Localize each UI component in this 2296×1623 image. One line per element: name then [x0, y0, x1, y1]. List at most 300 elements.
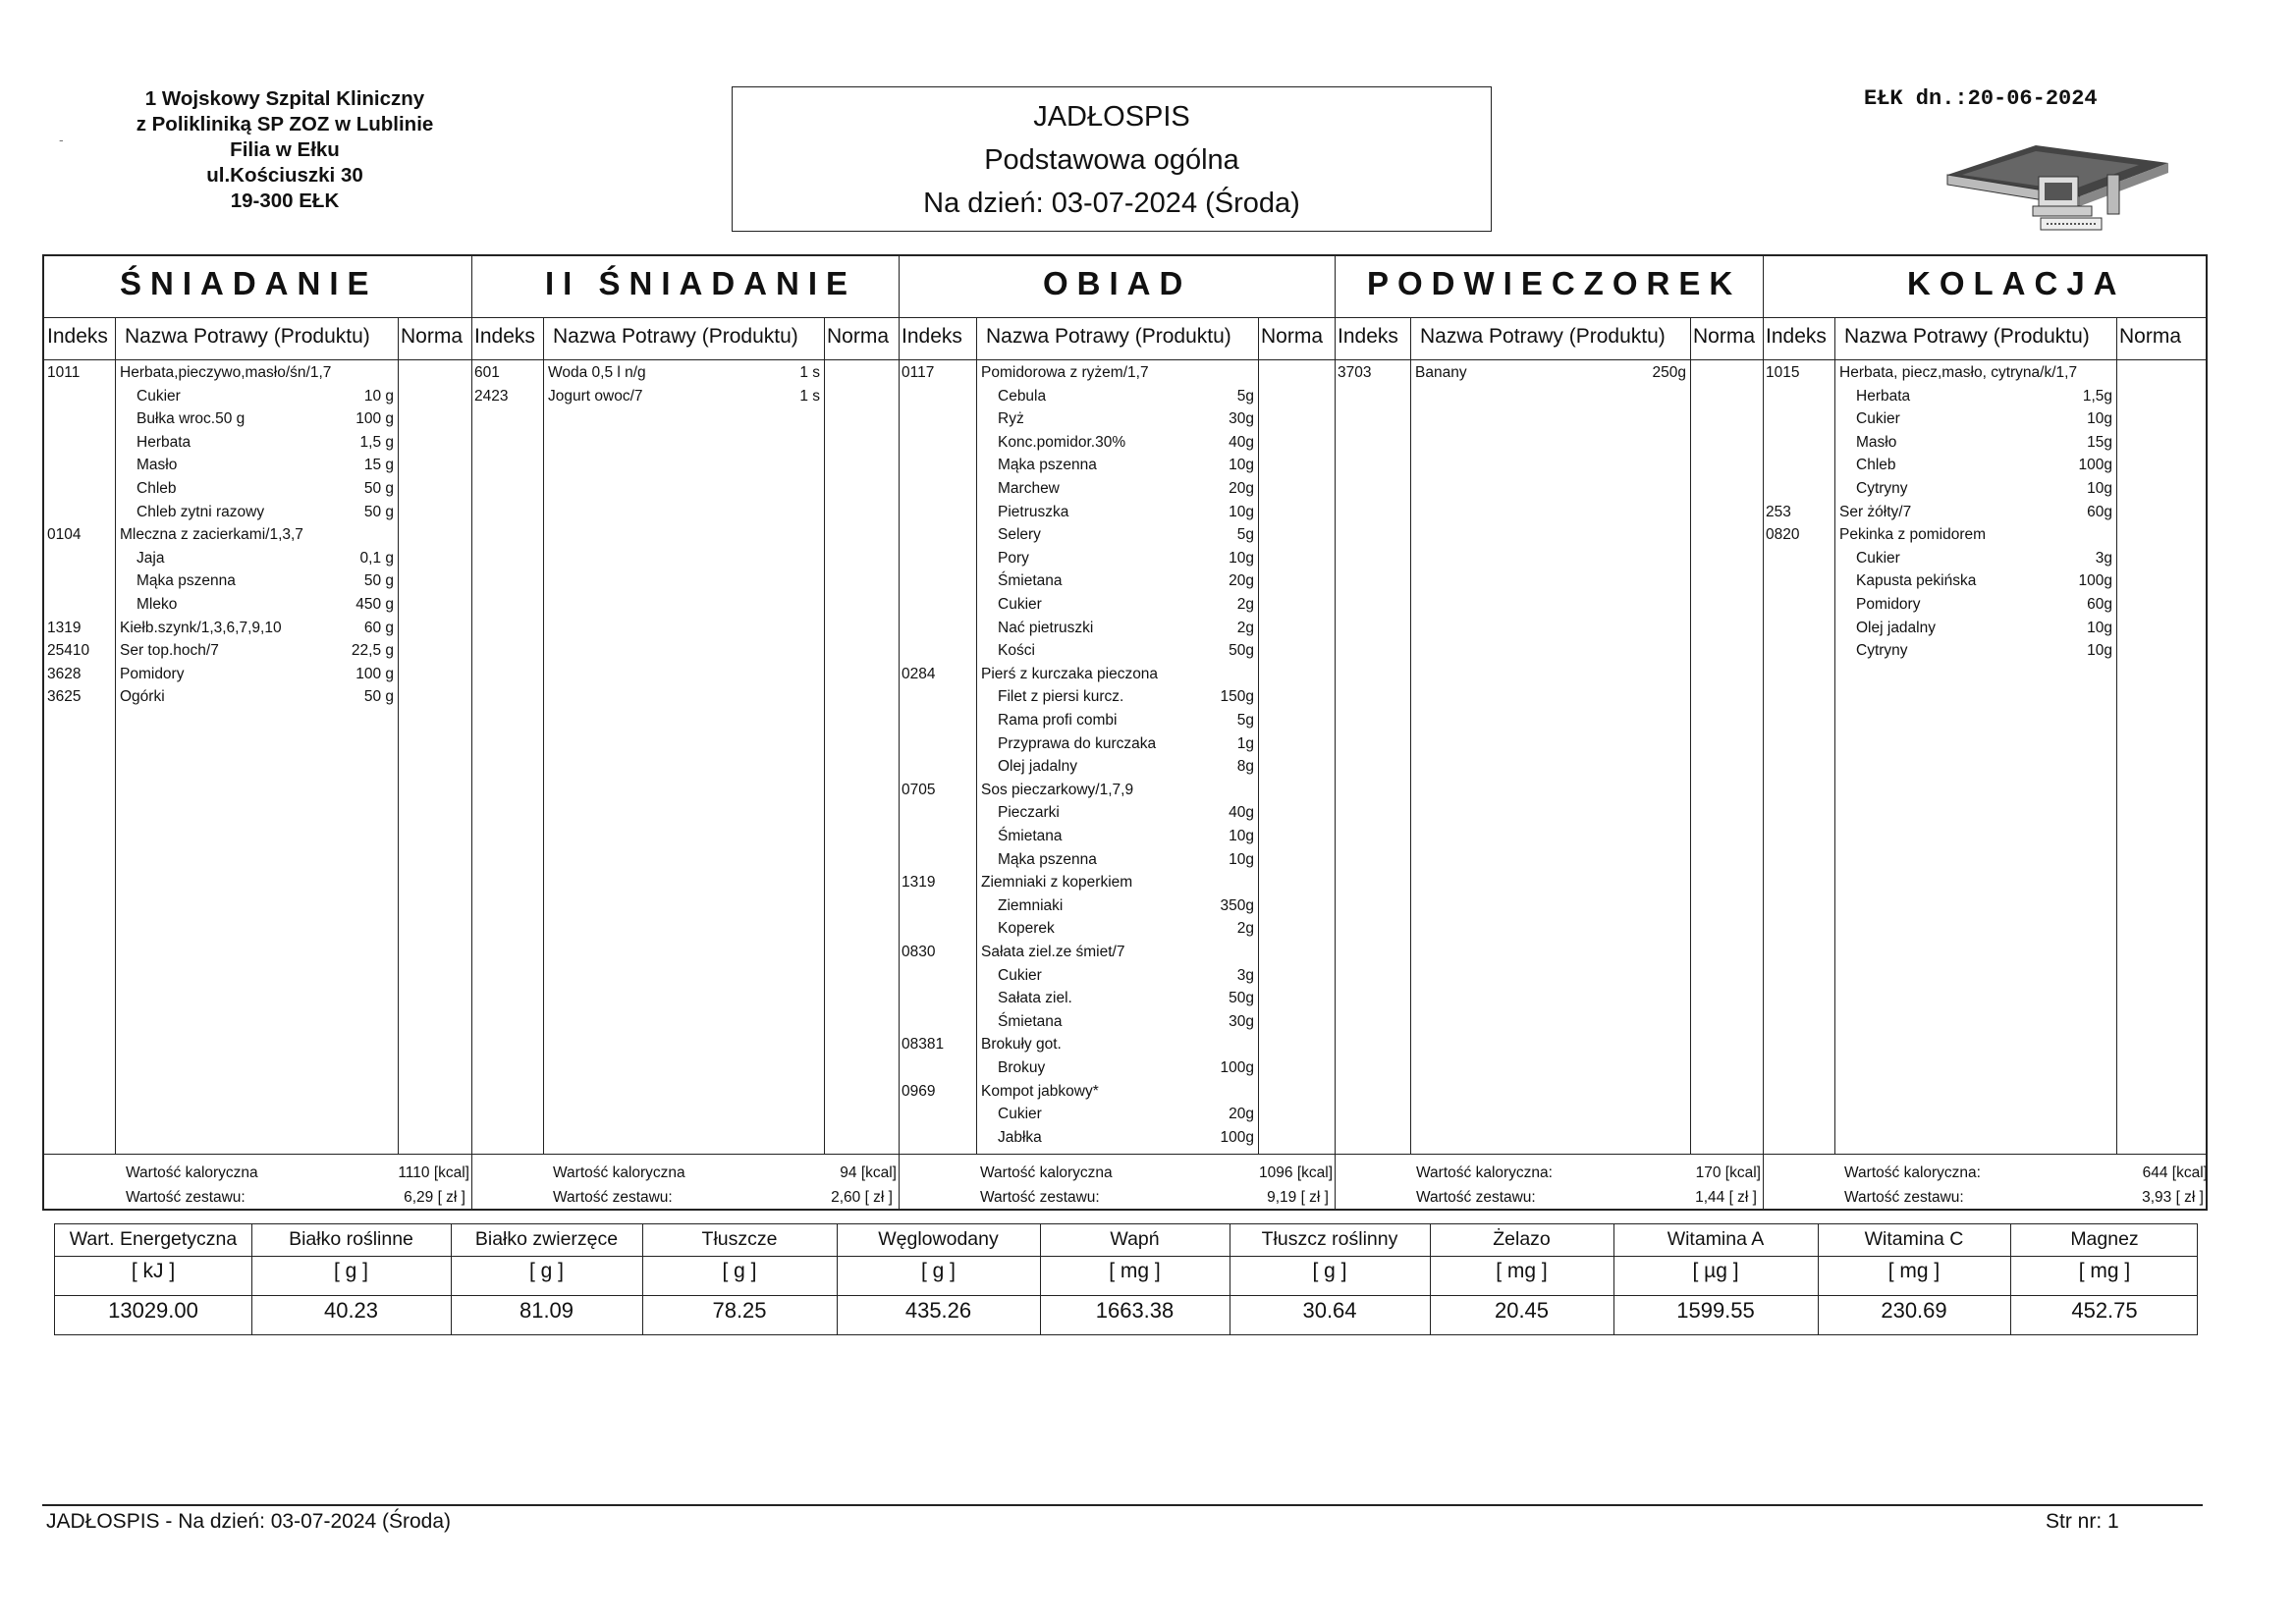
item-name: Selery: [998, 526, 1041, 544]
item-norm: 40g: [1229, 804, 1254, 822]
item-norm: 5g: [1236, 526, 1254, 544]
item-name: Sos pieczarkowy/1,7,9: [981, 781, 1134, 798]
item-name: Śmietana: [998, 828, 1063, 844]
item-name: Mąka pszenna: [137, 572, 236, 590]
menu-item-row: [899, 666, 1335, 689]
item-name: Brokuy: [998, 1059, 1046, 1076]
menu-item-row: [899, 526, 1335, 550]
set-cost-value: 9,19 [ zł ]: [1267, 1189, 1329, 1206]
grid-line: [1690, 317, 1691, 1154]
item-name: Herbata: [1856, 387, 1911, 405]
menu-item-row: [899, 944, 1335, 967]
column-header-index: Indeks: [474, 325, 535, 348]
menu-item-row: [899, 758, 1335, 782]
item-norm: 10g: [2087, 410, 2112, 428]
grid-line: [1335, 256, 1336, 1211]
item-name: Olej jadalny: [998, 758, 1077, 776]
nutrient-name: Tłuszcze: [701, 1228, 778, 1250]
column-header-name: Nazwa Potrawy (Produktu): [1420, 325, 1666, 348]
nutrient-name: Białko roślinne: [289, 1228, 413, 1250]
nutrient-column: [1040, 1224, 1230, 1334]
column-header-name: Nazwa Potrawy (Produktu): [986, 325, 1231, 348]
menu-item-row: [44, 620, 471, 643]
item-norm: 2g: [1236, 619, 1254, 636]
item-norm: 1g: [1236, 734, 1254, 752]
item-norm: 10g: [1229, 549, 1254, 567]
menu-item-row: [44, 596, 471, 620]
item-norm: 22,5 g: [351, 642, 394, 660]
item-index: 3703: [1338, 364, 1372, 381]
menu-item-row: [44, 434, 471, 458]
nutrient-value: 230.69: [1881, 1298, 1947, 1323]
item-norm: 50 g: [363, 480, 394, 497]
item-name: Jaja: [137, 549, 165, 567]
menu-item-row: [44, 572, 471, 596]
nutrient-value: 1599.55: [1676, 1298, 1755, 1323]
menu-item-row: [1763, 596, 2210, 620]
footer-left-text: JADŁOSPIS - Na dzień: 03-07-2024 (Środa): [46, 1510, 452, 1533]
nutrient-name: Białko zwierzęce: [474, 1228, 619, 1250]
item-index: 0705: [902, 781, 936, 798]
item-name: Pomidory: [1856, 596, 1921, 613]
nutrient-name: Witamina C: [1864, 1228, 1964, 1250]
menu-item-row: [899, 804, 1335, 828]
menu-item-row: [1763, 457, 2210, 480]
item-index: 0104: [47, 526, 82, 544]
meal-title: KOLACJA: [1907, 265, 2126, 301]
menu-item-row: [899, 642, 1335, 666]
grid-line: [44, 359, 2206, 360]
menu-item-row: [1763, 526, 2210, 550]
item-name: Koperek: [998, 920, 1055, 938]
item-name: Cukier: [137, 387, 181, 405]
menu-item-row: [899, 782, 1335, 805]
item-norm: 10 g: [363, 387, 394, 405]
item-name: Jogurt owoc/7: [548, 387, 643, 405]
item-norm: 100g: [1220, 1059, 1254, 1076]
grid-line: [1410, 317, 1411, 1154]
menu-item-row: [899, 1106, 1335, 1129]
set-cost-label: Wartość zestawu:: [1416, 1189, 1536, 1206]
menu-item-row: [1763, 504, 2210, 527]
item-name: Banany: [1415, 364, 1467, 381]
menu-item-row: [1763, 620, 2210, 643]
page-number: Str nr: 1: [2046, 1510, 2119, 1533]
item-index: 1319: [47, 619, 82, 636]
item-name: Pomidorowa z ryżem/1,7: [981, 364, 1149, 381]
menu-item-row: [44, 526, 471, 550]
menu-item-row: [471, 364, 899, 388]
calorie-label: Wartość kaloryczna: [980, 1164, 1113, 1181]
menu-item-row: [44, 364, 471, 388]
column-header-norm: Norma: [1261, 325, 1324, 348]
set-cost-value: 3,93 [ zł ]: [2142, 1189, 2204, 1206]
menu-item-row: [1763, 642, 2210, 666]
nutrient-column: [451, 1224, 642, 1334]
item-norm: 50 g: [363, 572, 394, 590]
nutrient-unit: [ mg ]: [1496, 1260, 1548, 1282]
nutrient-name: Tłuszcz roślinny: [1261, 1228, 1398, 1250]
item-index: 3628: [47, 665, 82, 682]
item-index: 0117: [902, 364, 935, 381]
menu-item-row: [899, 410, 1335, 434]
item-name: Ziemniaki z koperkiem: [981, 874, 1133, 892]
item-name: Kiełb.szynk/1,3,6,7,9,10: [120, 619, 282, 636]
item-norm: 10g: [2087, 642, 2112, 660]
column-header-index: Indeks: [1766, 325, 1827, 348]
item-norm: 8g: [1236, 758, 1254, 776]
nutrient-value: 20.45: [1494, 1298, 1550, 1323]
column-header-name: Nazwa Potrawy (Produktu): [553, 325, 798, 348]
item-norm: 5g: [1236, 387, 1254, 405]
menu-item-row: [899, 1129, 1335, 1153]
column-header-name: Nazwa Potrawy (Produktu): [1844, 325, 2090, 348]
item-norm: 0,1 g: [359, 549, 394, 567]
menu-item-row: [44, 410, 471, 434]
menu-table: [42, 254, 2208, 1211]
item-norm: 15 g: [363, 457, 394, 474]
item-index: 0284: [902, 665, 936, 682]
nutrient-unit: [ g ]: [333, 1260, 369, 1282]
item-name: Brokuły got.: [981, 1036, 1062, 1054]
menu-item-row: [899, 897, 1335, 921]
item-name: Chleb: [137, 480, 177, 497]
item-name: Jabłka: [998, 1128, 1042, 1146]
item-name: Śmietana: [998, 1012, 1063, 1030]
item-name: Woda 0,5 l n/g: [548, 364, 646, 381]
nutrient-column: [55, 1224, 251, 1334]
menu-date: Na dzień: 03-07-2024 (Środa): [923, 188, 1300, 219]
item-norm: 250g: [1652, 364, 1686, 381]
menu-item-row: [899, 1036, 1335, 1059]
item-norm: 1,5 g: [359, 433, 394, 451]
page-title: JADŁOSPIS: [1033, 101, 1190, 133]
nutrient-name: Węglowodany: [878, 1228, 999, 1250]
item-norm: 10g: [2087, 619, 2112, 636]
item-norm: 1 s: [799, 387, 820, 405]
item-name: Nać pietruszki: [998, 619, 1094, 636]
nutrient-column: [1430, 1224, 1613, 1334]
column-header-name: Nazwa Potrawy (Produktu): [125, 325, 370, 348]
item-name: Cytryny: [1856, 642, 1908, 660]
menu-item-row: [899, 874, 1335, 897]
column-header-norm: Norma: [401, 325, 464, 348]
item-name: Masło: [1856, 433, 1897, 451]
menu-item-row: [899, 620, 1335, 643]
item-index: 253: [1766, 503, 1791, 520]
item-name: Cukier: [1856, 410, 1900, 428]
grid-line: [44, 317, 2206, 318]
item-norm: 350g: [1220, 896, 1254, 914]
nutrient-name: Wart. Energetyczna: [69, 1228, 238, 1250]
meal-title: II ŚNIADANIE: [545, 265, 857, 301]
nutrient-unit: [ µg ]: [1692, 1260, 1739, 1282]
item-name: Konc.pomidor.30%: [998, 433, 1126, 451]
item-norm: 50g: [1229, 642, 1254, 660]
item-name: Masło: [137, 457, 178, 474]
item-index: 2423: [474, 387, 509, 405]
page-subtitle: Podstawowa ogólna: [984, 144, 1239, 176]
nutrient-unit: [ mg ]: [2078, 1260, 2131, 1282]
hospital-address: [98, 86, 471, 214]
menu-item-row: [1763, 388, 2210, 411]
item-norm: 60g: [2087, 596, 2112, 613]
menu-item-row: [44, 480, 471, 504]
column-header-norm: Norma: [827, 325, 890, 348]
set-cost-label: Wartość zestawu:: [980, 1189, 1100, 1206]
nutrient-unit: [ kJ ]: [131, 1260, 176, 1282]
column-header-norm: Norma: [2119, 325, 2182, 348]
calorie-label: Wartość kaloryczna:: [1416, 1164, 1553, 1181]
footer-divider: [42, 1504, 2203, 1506]
item-norm: 40g: [1229, 433, 1254, 451]
item-norm: 50 g: [363, 503, 394, 520]
nutrient-column: [2010, 1224, 2199, 1334]
nutrient-unit: [ g ]: [920, 1260, 957, 1282]
nutrient-value: 435.26: [904, 1298, 972, 1323]
item-name: Olej jadalny: [1856, 619, 1936, 636]
item-norm: 20g: [1229, 480, 1254, 497]
menu-item-row: [899, 1013, 1335, 1037]
menu-item-row: [899, 828, 1335, 851]
item-name: Pomidory: [120, 665, 185, 682]
item-name: Cukier: [998, 966, 1042, 984]
item-name: Cukier: [1856, 549, 1900, 567]
item-norm: 30g: [1229, 1012, 1254, 1030]
nutrient-value: 81.09: [519, 1298, 574, 1323]
nutrient-name: Magnez: [2070, 1228, 2139, 1250]
item-norm: 10g: [1229, 828, 1254, 844]
item-name: Marchew: [998, 480, 1060, 497]
calorie-label: Wartość kaloryczna:: [1844, 1164, 1981, 1181]
item-norm: 1 s: [799, 364, 820, 381]
nutrition-table: [54, 1223, 2198, 1335]
item-norm: 1,5g: [2082, 387, 2112, 405]
item-norm: 100 g: [355, 410, 394, 428]
item-index: 25410: [47, 642, 90, 660]
column-header-norm: Norma: [1693, 325, 1756, 348]
item-name: Mleczna z zacierkami/1,3,7: [120, 526, 303, 544]
hospital-line-5: 19-300 EŁK: [230, 189, 340, 212]
item-norm: 30g: [1229, 410, 1254, 428]
menu-item-row: [1763, 410, 2210, 434]
margin-mark: -: [59, 132, 64, 147]
item-name: Filet z piersi kurcz.: [998, 688, 1124, 706]
menu-item-row: [44, 666, 471, 689]
set-cost-value: 2,60 [ zł ]: [831, 1189, 893, 1206]
set-cost-label: Wartość zestawu:: [1844, 1189, 1964, 1206]
menu-item-row: [1763, 572, 2210, 596]
item-norm: 60g: [2087, 503, 2112, 520]
calorie-value: 170 [kcal]: [1695, 1164, 1761, 1181]
item-name: Cebula: [998, 387, 1047, 405]
menu-item-row: [899, 457, 1335, 480]
nutrient-value: 1663.38: [1095, 1298, 1175, 1323]
nutrient-unit: [ g ]: [528, 1260, 565, 1282]
item-index: 1011: [47, 364, 81, 381]
item-index: 1015: [1766, 364, 1800, 381]
item-name: Kości: [998, 642, 1035, 660]
item-norm: 10g: [1229, 503, 1254, 520]
menu-item-row: [899, 596, 1335, 620]
item-norm: 450 g: [355, 596, 394, 613]
item-norm: 10g: [2087, 480, 2112, 497]
item-name: Pietruszka: [998, 503, 1069, 520]
nutrient-name: Witamina A: [1667, 1228, 1765, 1250]
nutrient-column: [837, 1224, 1040, 1334]
item-name: Pierś z kurczaka pieczona: [981, 665, 1159, 682]
calorie-value: 1110 [kcal]: [398, 1164, 469, 1181]
item-name: Cukier: [998, 1106, 1042, 1123]
nutrient-column: [1818, 1224, 2010, 1334]
item-norm: 100 g: [355, 665, 394, 682]
menu-item-row: [899, 688, 1335, 712]
item-index: 0969: [902, 1082, 936, 1100]
column-header-index: Indeks: [902, 325, 962, 348]
menu-item-row: [899, 1083, 1335, 1107]
nutrient-column: [1613, 1224, 1818, 1334]
nutrient-value: 13029.00: [108, 1298, 198, 1323]
nutrient-column: [251, 1224, 451, 1334]
calorie-label: Wartość kaloryczna: [126, 1164, 258, 1181]
item-index: 601: [474, 364, 500, 381]
menu-item-row: [44, 550, 471, 573]
item-name: Kapusta pekińska: [1856, 572, 1977, 590]
item-norm: 2g: [1236, 596, 1254, 613]
nutrient-unit: [ g ]: [722, 1260, 757, 1282]
menu-item-row: [899, 572, 1335, 596]
calorie-value: 644 [kcal]: [2142, 1164, 2208, 1181]
item-index: 08381: [902, 1036, 945, 1054]
item-name: Ryż: [998, 410, 1024, 428]
menu-item-row: [44, 504, 471, 527]
item-index: 0820: [1766, 526, 1800, 544]
nutrient-value: 30.64: [1302, 1298, 1357, 1323]
item-name: Herbata,pieczywo,masło/śn/1,7: [120, 364, 332, 381]
item-name: Herbata, piecz,masło, cytryna/k/1,7: [1839, 364, 2078, 381]
menu-item-row: [1763, 434, 2210, 458]
calorie-value: 94 [kcal]: [840, 1164, 897, 1181]
item-name: Pieczarki: [998, 804, 1060, 822]
item-name: Rama profi combi: [998, 712, 1118, 729]
meal-title: OBIAD: [1043, 265, 1192, 301]
item-name: Pory: [998, 549, 1029, 567]
item-name: Chleb: [1856, 457, 1896, 474]
menu-item-row: [899, 364, 1335, 388]
menu-item-row: [899, 388, 1335, 411]
nutrient-name: Wapń: [1110, 1228, 1160, 1250]
menu-item-row: [1763, 364, 2210, 388]
menu-item-row: [44, 457, 471, 480]
menu-item-row: [44, 388, 471, 411]
hospital-line-2: z Polikliniką SP ZOZ w Lublinie: [136, 113, 434, 135]
menu-item-row: [899, 851, 1335, 875]
menu-item-row: [1763, 480, 2210, 504]
menu-item-row: [899, 920, 1335, 944]
menu-item-row: [899, 967, 1335, 991]
calorie-value: 1096 [kcal]: [1259, 1164, 1333, 1181]
item-name: Ser top.hoch/7: [120, 642, 219, 660]
item-name: Cytryny: [1856, 480, 1908, 497]
item-index: 0830: [902, 944, 936, 960]
grid-line: [44, 1154, 2206, 1155]
item-name: Mleko: [137, 596, 178, 613]
nutrient-unit: [ mg ]: [1887, 1260, 1941, 1282]
item-name: Mąka pszenna: [998, 457, 1097, 474]
nutrient-value: 78.25: [712, 1298, 767, 1323]
set-cost-value: 1,44 [ zł ]: [1695, 1189, 1757, 1206]
item-norm: 10g: [1229, 850, 1254, 868]
nutrient-unit: [ mg ]: [1109, 1260, 1161, 1282]
menu-item-row: [899, 735, 1335, 759]
menu-item-row: [471, 388, 899, 411]
item-norm: 60 g: [363, 619, 394, 636]
menu-item-row: [1763, 550, 2210, 573]
item-name: Sałata ziel.: [998, 990, 1072, 1007]
item-norm: 50 g: [363, 688, 394, 706]
nutrient-value: 452.75: [2071, 1298, 2138, 1323]
item-norm: 50g: [1229, 990, 1254, 1007]
item-norm: 100g: [2078, 457, 2112, 474]
book-computer-logo: [1942, 135, 2168, 234]
hospital-line-4: ul.Kościuszki 30: [206, 164, 363, 187]
menu-item-row: [899, 480, 1335, 504]
menu-item-row: [44, 688, 471, 712]
nutrient-name: Żelazo: [1493, 1228, 1551, 1250]
item-index: 3625: [47, 688, 82, 706]
item-name: Ogórki: [120, 688, 165, 706]
item-name: Kompot jabkowy*: [981, 1082, 1099, 1100]
item-name: Sałata ziel.ze śmiet/7: [981, 944, 1125, 960]
column-header-index: Indeks: [1338, 325, 1398, 348]
set-cost-label: Wartość zestawu:: [553, 1189, 673, 1206]
title-box: [732, 86, 1492, 232]
menu-item-row: [1335, 364, 1763, 388]
menu-item-row: [899, 504, 1335, 527]
item-name: Śmietana: [998, 572, 1063, 590]
hospital-line-1: 1 Wojskowy Szpital Kliniczny: [144, 87, 425, 110]
column-header-index: Indeks: [47, 325, 108, 348]
item-name: Herbata: [137, 433, 191, 451]
grid-line: [543, 317, 544, 1154]
menu-item-row: [899, 434, 1335, 458]
item-name: Chleb zytni razowy: [137, 503, 265, 520]
item-norm: 5g: [1236, 712, 1254, 729]
item-norm: 3g: [2095, 549, 2112, 567]
item-norm: 2g: [1236, 920, 1254, 938]
nutrient-column: [642, 1224, 837, 1334]
calorie-label: Wartość kaloryczna: [553, 1164, 685, 1181]
grid-line: [824, 317, 825, 1154]
hospital-line-3: Filia w Ełku: [230, 138, 340, 161]
item-name: Ziemniaki: [998, 896, 1064, 914]
item-name: Przyprawa do kurczaka: [998, 734, 1157, 752]
item-norm: 20g: [1229, 572, 1254, 590]
item-name: Bułka wroc.50 g: [137, 410, 246, 428]
item-norm: 3g: [1236, 966, 1254, 984]
item-name: Pekinka z pomidorem: [1839, 526, 1987, 544]
meal-title: ŚNIADANIE: [120, 265, 378, 301]
set-cost-value: 6,29 [ zł ]: [404, 1189, 465, 1206]
item-norm: 10g: [1229, 457, 1254, 474]
stamp-date: EŁK dn.:20-06-2024: [1864, 86, 2098, 111]
menu-item-row: [899, 990, 1335, 1013]
nutrient-unit: [ g ]: [1312, 1260, 1347, 1282]
item-norm: 100g: [2078, 572, 2112, 590]
item-norm: 20g: [1229, 1106, 1254, 1123]
item-name: Cukier: [998, 596, 1042, 613]
nutrient-column: [1230, 1224, 1430, 1334]
